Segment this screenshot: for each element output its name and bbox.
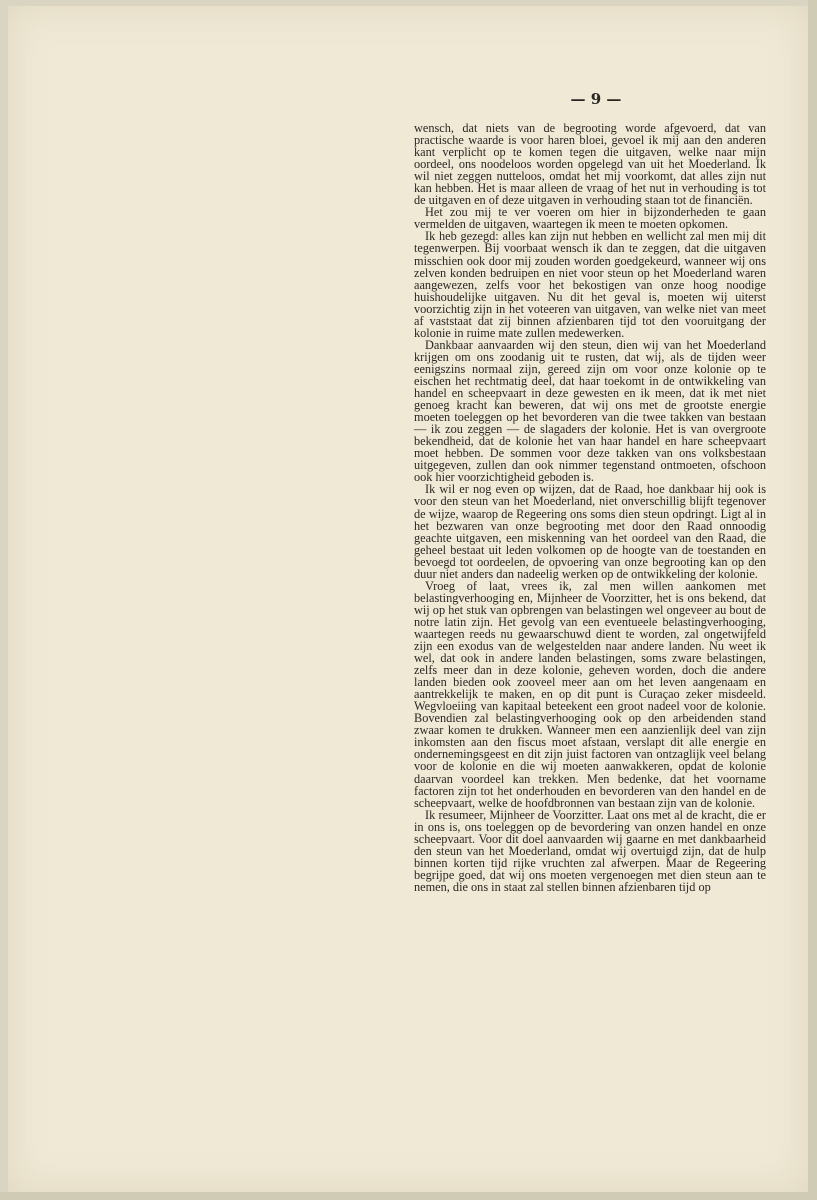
scan-edge-right: [808, 0, 817, 1200]
scan-edge-bottom: [0, 1192, 817, 1200]
paragraph: Het zou mij te ver voeren om hier in bijzonderheden te gaan vermelden de uitgaven, waartegen ik meen te moeten opkomen.: [414, 205, 766, 232]
paragraph: wensch, dat niets van de begrooting worde afgevoerd, dat van practische waarde is voor haren bloei, gevoel ik mij aan den anderen kant verplicht op te komen tegen die uitgaven, welke naar mijn oordeel, ons noodeloos worden opgelegd van uit het Moederland. Ik wil niet zeggen nutteloos, omdat het mij voorkomt, dat alles zijn nut kan hebben. Het is maar alleen de vraag of het nut in verhouding is tot de uitgaven en of deze uitgaven in verhouding staan tot de financiën.: [414, 121, 766, 208]
paragraph: Dankbaar aanvaarden wij den steun, dien wij van het Moederland krijgen om ons zoodanig uit te rusten, dat wij, als de tijden weer eenigszins normaal zijn, gereed zijn om voor onze kolonie op te eischen het rechtmatig deel, dat haar toekomt in de ontwikkeling van handel en scheepvaart in deze gewesten en ik meen, dat ik met niet genoeg kracht kan beweren, dat wij ons met de grootste energie moeten toeleggen op het bevorderen van die twee takken van bestaan — ik zou zeggen — de slagaders der kolonie. Het is van overgroote bekendheid, dat de kolonie het van haar handel en hare scheepvaart moet hebben. De sommen voor deze takken van ons volksbestaan uitgegeven, zullen dan ook nimmer tegenstand ontmoeten, ofschoon ook hier voorzichtigheid geboden is.: [414, 337, 766, 485]
body-text-column: [414, 122, 766, 893]
paragraph: Ik resumeer, Mijnheer de Voorzitter. Laat ons met al de kracht, die er in ons is, ons toeleggen op de bevordering van onzen handel en onze scheepvaart. Voor dit doel aanvaarden wij gaarne en met dankbaarheid den steun van het Moederland, omdat wij overtuigd zijn, dat de hulp binnen korten tijd rijke vruchten zal afwerpen. Maar de Regeering begrijpe goed, dat wij ons moeten vergenoegen met dien steun aan te nemen, die ons in staat zal stellen binnen afzienbaren tijd op: [414, 807, 766, 894]
paragraph: Ik heb gezegd: alles kan zijn nut hebben en wellicht zal men mij dit tegenwerpen. Bij voorbaat wensch ik dan te zeggen, dat die uitgaven misschien ook door mij zouden worden goedgekeurd, wanneer wij ons zelven konden bedruipen en niet voor steun op het Moederland waren aangewezen, zelfs voor het bekostigen van onze hoog noodige huishoudelijke uitgaven. Nu dit het geval is, moeten wij uiterst voorzichtig zijn in het voteeren van uitgaven, van welke niet van meet af vaststaat dat zij binnen afzienbaren tijd tot den vooruitgang der kolonie in ruime mate zullen medewerken.: [414, 229, 766, 340]
paragraph: Vroeg of laat, vrees ik, zal men willen aankomen met belastingverhooging en, Mijnheer de Voorzitter, het is ons bekend, dat wij op het stuk van opbrengen van belastingen wel ongeveer au bout de notre latin zijn. Het gevolg van een eventueele belastingverhooging, waartegen reeds nu gewaarschuwd dient te worden, zal ongetwijfeld zijn een exodus van de welgestelden naar andere landen. Nu weet ik wel, dat ook in andere landen belastingen, soms zware belastingen, zelfs meer dan in deze kolonie, geheven worden, doch die andere landen bieden ook zooveel meer aan om het leven aangenaam en aantrekkelijk te maken, en op dit punt is Curaçao zeker misdeeld. Wegvloeiing van kapitaal beteekent een groot nadeel voor de kolonie. Bovendien zal belastingverhooging ook op den arbeidenden stand zwaar komen te drukken. Wanneer men een aanzienlijk deel van zijn inkomsten aan den fiscus moet afstaan, verslapt dit alle energie en ondernemingsgeest en dit zijn juist factoren van ontzaglijk veel belang voor de kolonie en die wij moeten aanwakkeren, opdat de kolonie daarvan voordeel kan trekken. Men bedenke, dat het voorname factoren zijn tot het onderhouden en bevorderen van den handel en de scheepvaart, welke de hoofdbronnen van bestaan zijn van de kolonie.: [414, 578, 766, 810]
page-number: — 9 —: [570, 90, 622, 108]
paragraph: Ik wil er nog even op wijzen, dat de Raad, hoe dankbaar hij ook is voor den steun van het Moederland, niet onverschillig blijft tegenover de wijze, waarop de Regeering ons soms dien steun opdringt. Ligt al in het bezwaren van onze begrooting met door den Raad onnoodig geachte uitgaven, een miskenning van het oordeel van den Raad, die geheel bestaat uit leden volkomen op de hoogte van de toestanden en bevoegd tot oordeelen, de opvoering van onze begrooting kan op den duur niet anders dan nadeelig werken op de ontwikkeling der kolonie.: [414, 482, 766, 581]
